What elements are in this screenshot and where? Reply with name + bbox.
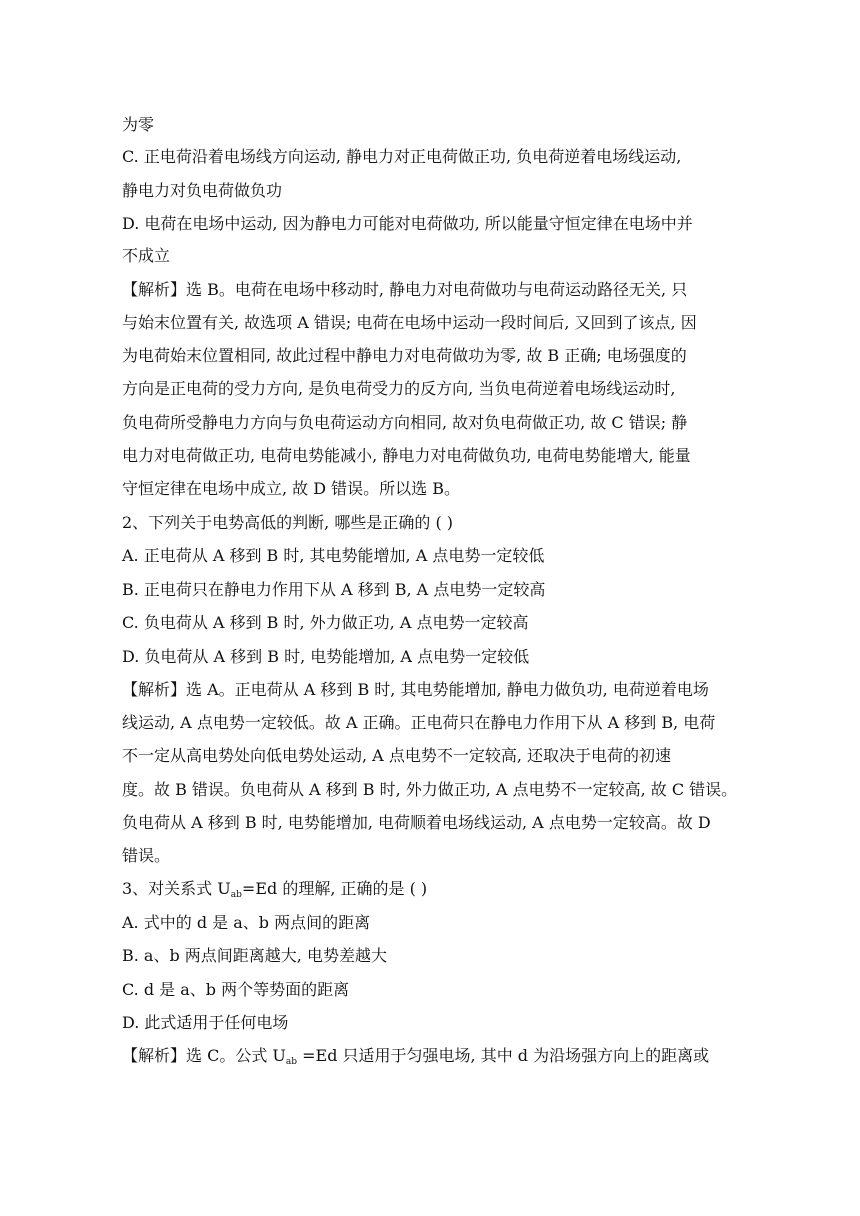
option-c: C. d 是 a、b 两个等势面的距离 xyxy=(122,980,350,999)
answer-analysis xyxy=(122,1046,709,1066)
option-d: D. 电荷在电场中运动, 因为静电力可能对电荷做功, 所以能量守恒定律在电场中并 xyxy=(122,214,693,233)
text-line: 为电荷始末位置相同, 故此过程中静电力对电荷做功为零, 故 B 正确; 电场强度的 xyxy=(122,346,687,365)
text-line: 方向是正电荷的受力方向, 是负电荷受力的反方向, 当负电荷逆着电场线运动时, xyxy=(122,379,676,398)
subscript: ab xyxy=(230,890,242,900)
text-line: 线运动, A 点电势一定较低。故 A 正确。正电荷只在静电力作用下从 A 移到 B, 电荷 xyxy=(122,713,716,732)
subscript: ab xyxy=(285,1057,298,1067)
text-line: 度。故 B 错误。负电荷从 A 移到 B 时, 外力做正功, A 点电势不一定较高, 故 C 错误。 xyxy=(122,780,738,799)
option-c: C. 正电荷沿着电场线方向运动, 静电力对正电荷做正功, 负电荷逆着电场线运动, xyxy=(122,147,682,166)
text-line: 为零 xyxy=(122,115,155,134)
question-3 xyxy=(122,879,427,899)
text-line: 负电荷从 A 移到 B 时, 电势能增加, 电荷顺着电场线运动, A 点电势一定较高。故 D xyxy=(122,813,711,832)
option-b: B. 正电荷只在静电力作用下从 A 移到 B, A 点电势一定较高 xyxy=(122,580,546,599)
option-c: C. 负电荷从 A 移到 B 时, 外力做正功, A 点电势一定较高 xyxy=(122,613,529,632)
text-line: 电力对电荷做正功, 电荷电势能减小, 静电力对电荷做负功, 电荷电势能增大, 能量 xyxy=(122,446,691,465)
answer-suffix: =Ed 只适用于匀强电场, 其中 d 为沿场强方向上的距离或 xyxy=(297,1046,710,1065)
text-line: 不成立 xyxy=(122,246,171,265)
answer-prefix: 【解析】选 C。公式 U xyxy=(122,1046,286,1065)
option-d: D. 负电荷从 A 移到 B 时, 电势能增加, A 点电势一定较低 xyxy=(122,647,530,666)
text-line: 静电力对负电荷做负功 xyxy=(122,181,283,200)
question-3-suffix: =Ed 的理解, 正确的是 ( ) xyxy=(241,879,428,898)
option-a: A. 式中的 d 是 a、b 两点间的距离 xyxy=(122,913,371,932)
text-line: 错误。 xyxy=(122,846,171,865)
answer-analysis: 【解析】选 B。电荷在电场中移动时, 静电力对电荷做功与电荷运动路径无关, 只 xyxy=(122,280,688,299)
option-d: D. 此式适用于任何电场 xyxy=(122,1013,289,1032)
option-b: B. a、b 两点间距离越大, 电势差越大 xyxy=(122,946,387,965)
text-line: 守恒定律在电场中成立, 故 D 错误。所以选 B。 xyxy=(122,479,461,498)
text-line: 与始末位置有关, 故选项 A 错误; 电荷在电场中运动一段时间后, 又回到了该点, 因 xyxy=(122,313,697,332)
question-2: 2、下列关于电势高低的判断, 哪些是正确的 ( ) xyxy=(122,513,454,532)
question-3-prefix: 3、对关系式 U xyxy=(122,879,231,898)
text-line: 不一定从高电势处向低电势处运动, A 点电势不一定较高, 还取决于电荷的初速 xyxy=(122,746,671,765)
answer-analysis: 【解析】选 A。正电荷从 A 移到 B 时, 其电势能增加, 静电力做负功, 电荷逆着电场 xyxy=(122,680,709,699)
option-a: A. 正电荷从 A 移到 B 时, 其电势能增加, A 点电势一定较低 xyxy=(122,546,545,565)
text-line: 负电荷所受静电力方向与负电荷运动方向相同, 故对负电荷做正功, 故 C 错误; 静 xyxy=(122,413,688,432)
